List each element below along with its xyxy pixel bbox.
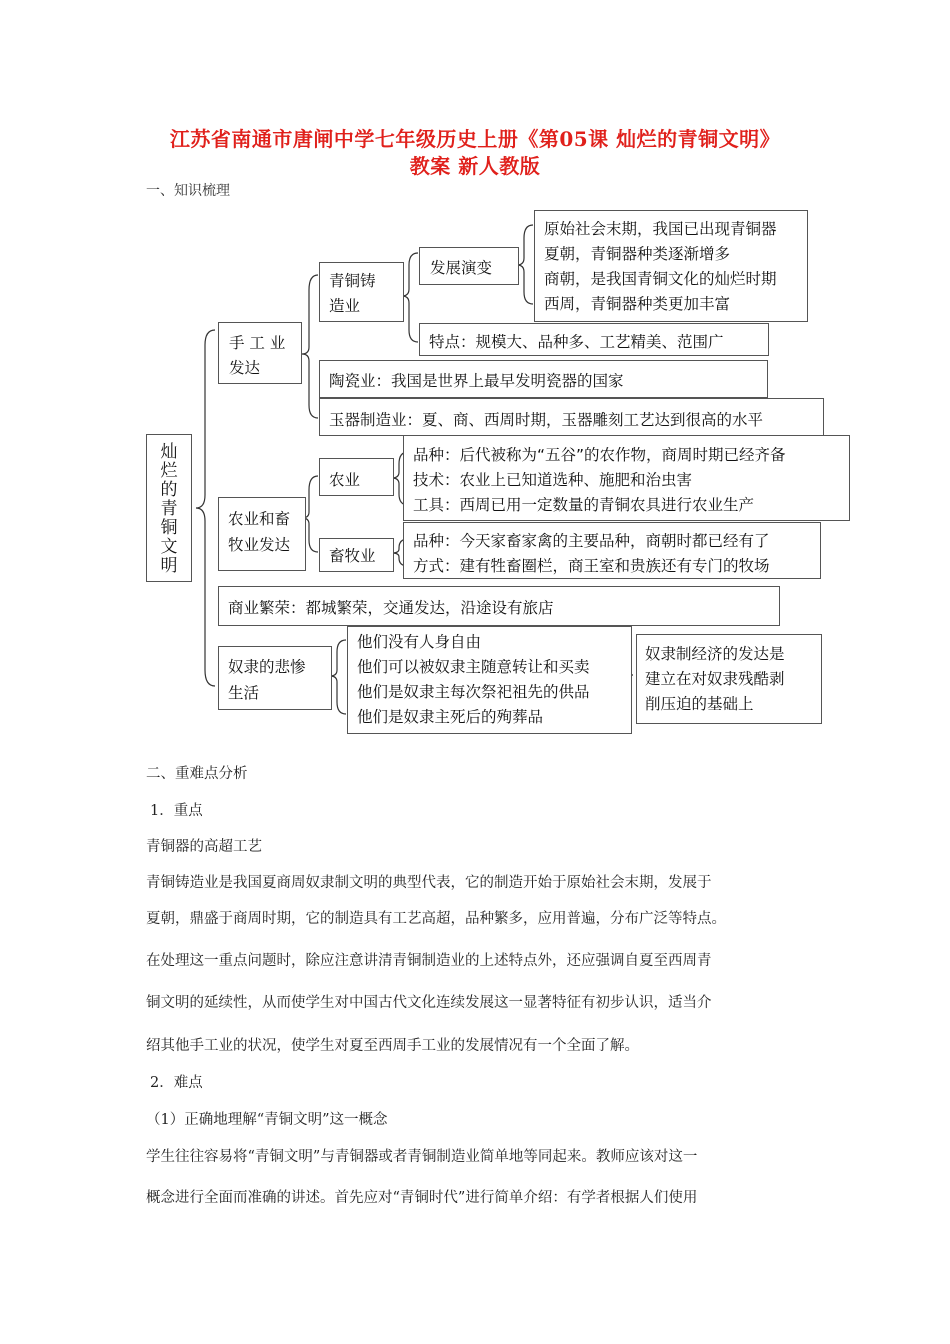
development-node: [419, 247, 519, 285]
bronze-features-text: 特点：规模大、品种多、工艺精美、范围广: [429, 333, 724, 351]
key-point-paragraph-line: 绍其他手工业的状况，使学生对夏至西周手工业的发展情况有一个全面了解。: [146, 1038, 639, 1054]
document-title-line2: 教案 新人教版: [409, 154, 541, 178]
conclusion-line: 削压迫的基础上: [645, 695, 754, 713]
agriculture-label-1: 农业和畜: [228, 510, 291, 528]
key-point-paragraph-line: 在处理这一重点问题时，除应注意讲清青铜制造业的上述特点外，还应强调自夏至西周青: [146, 953, 712, 969]
farming-node: [319, 458, 394, 496]
key-point-title: 青铜器的高超工艺: [146, 839, 262, 855]
bronze-features: [419, 323, 769, 356]
farming-items: [403, 435, 850, 521]
slaves-label-1: 奴隶的悲惨: [228, 658, 306, 676]
difficult-point-paragraph-line: 概念进行全面而准确的讲述。首先应对“青铜时代”进行简单介绍：有学者根据人们使用: [146, 1190, 698, 1206]
difficult-point-paragraph-line: 学生往往容易将“青铜文明”与青铜器或者青铜制造业简单地等同起来。教师应该对这一: [146, 1149, 698, 1165]
key-point-paragraph-line: 铜文明的延续性，从而使学生对中国古代文化连续发展这一显著特征有初步认识，适当介: [146, 995, 712, 1011]
difficult-point-heading: 2．难点: [150, 1075, 203, 1091]
development-item: 夏朝，青铜器种类逐渐增多: [544, 245, 731, 263]
bronze-label-2: 造业: [329, 297, 361, 315]
section-heading-knowledge: 一、知识梳理: [146, 183, 230, 199]
slaves-item: 他们没有人身自由: [357, 633, 482, 651]
development-item: 西周，青铜器种类更加丰富: [544, 295, 731, 313]
commerce-text: 商业繁荣：都城繁荣，交通发达，沿途设有旅店: [228, 599, 554, 617]
husbandry-node: [319, 538, 394, 572]
bronze-brace: [402, 253, 418, 342]
development-item: 原始社会末期，我国已出现青铜器: [544, 220, 777, 238]
key-point-paragraph-line: 夏朝，鼎盛于商周时期，它的制造具有工艺高超，品种繁多，应用普遍，分布广泛等特点。: [146, 911, 726, 927]
slaves-brace: [330, 640, 346, 714]
difficult-point-subheading: （1）正确地理解“青铜文明”这一概念: [146, 1112, 388, 1128]
handicraft-label-2: 发达: [229, 359, 261, 377]
agriculture-label-2: 牧业发达: [228, 536, 291, 554]
development-items: [534, 210, 808, 322]
development-label: 发展演变: [430, 259, 493, 277]
development-brace: [517, 225, 533, 304]
farming-item: 技术：农业上已知道选种、施肥和治虫害: [413, 471, 693, 489]
farming-item: 工具：西周已用一定数量的青铜农具进行农业生产: [413, 496, 755, 514]
farming-item: 品种：后代被称为“五谷”的农作物，商周时期已经齐备: [413, 446, 786, 464]
slaves-items: [347, 626, 632, 734]
slaves-item: 他们可以被奴隶主随意转让和买卖: [357, 658, 590, 676]
bronze-node: [319, 262, 404, 322]
slaves-item: 他们是奴隶主每次祭祀祖先的供品: [357, 683, 590, 701]
ceramics-text: 陶瓷业：我国是世界上最早发明瓷器的国家: [329, 372, 624, 390]
root-brace: [196, 330, 215, 686]
slaves-item: 他们是奴隶主死后的殉葬品: [357, 708, 544, 726]
husbandry-label: 畜牧业: [329, 547, 376, 565]
root-node: [146, 434, 192, 582]
handicraft-node: [218, 322, 302, 384]
development-item: 商朝，是我国青铜文化的灿烂时期: [544, 270, 777, 288]
slaves-label-2: 生活: [228, 684, 260, 702]
key-point-paragraph-line: 青铜铸造业是我国夏商周奴隶制文明的典型代表，它的制造开始于原始社会末期，发展于: [146, 875, 712, 891]
root-label: 灿烂的青铜文明: [160, 442, 178, 576]
slaves-node: [218, 646, 332, 710]
slaves-conclusion: [636, 634, 822, 724]
jade-node: [319, 398, 824, 436]
agriculture-node: [218, 497, 306, 571]
commerce-node: [218, 586, 780, 626]
document-title-line1: 江苏省南通市唐闸中学七年级历史上册《第05课 灿烂的青铜文明》: [169, 127, 781, 151]
handicraft-brace: [302, 275, 318, 418]
husbandry-item: 品种：今天家畜家禽的主要品种，商朝时都已经有了: [413, 532, 770, 550]
jade-text: 玉器制造业：夏、商、西周时期，玉器雕刻工艺达到很高的水平: [329, 411, 764, 429]
bronze-label-1: 青铜铸: [329, 272, 376, 290]
conclusion-line: 建立在对奴隶残酷剥: [645, 670, 785, 688]
section-heading-analysis: 二、重难点分析: [146, 766, 248, 782]
farming-label: 农业: [329, 471, 361, 489]
husbandry-items: [403, 522, 821, 579]
conclusion-line: 奴隶制经济的发达是: [645, 645, 785, 663]
ceramics-node: [319, 360, 768, 398]
key-point-heading: 1．重点: [150, 803, 203, 819]
handicraft-label-1: 手 工 业: [229, 334, 286, 352]
husbandry-item: 方式：建有牲畜圈栏，商王室和贵族还有专门的牧场: [413, 557, 770, 575]
